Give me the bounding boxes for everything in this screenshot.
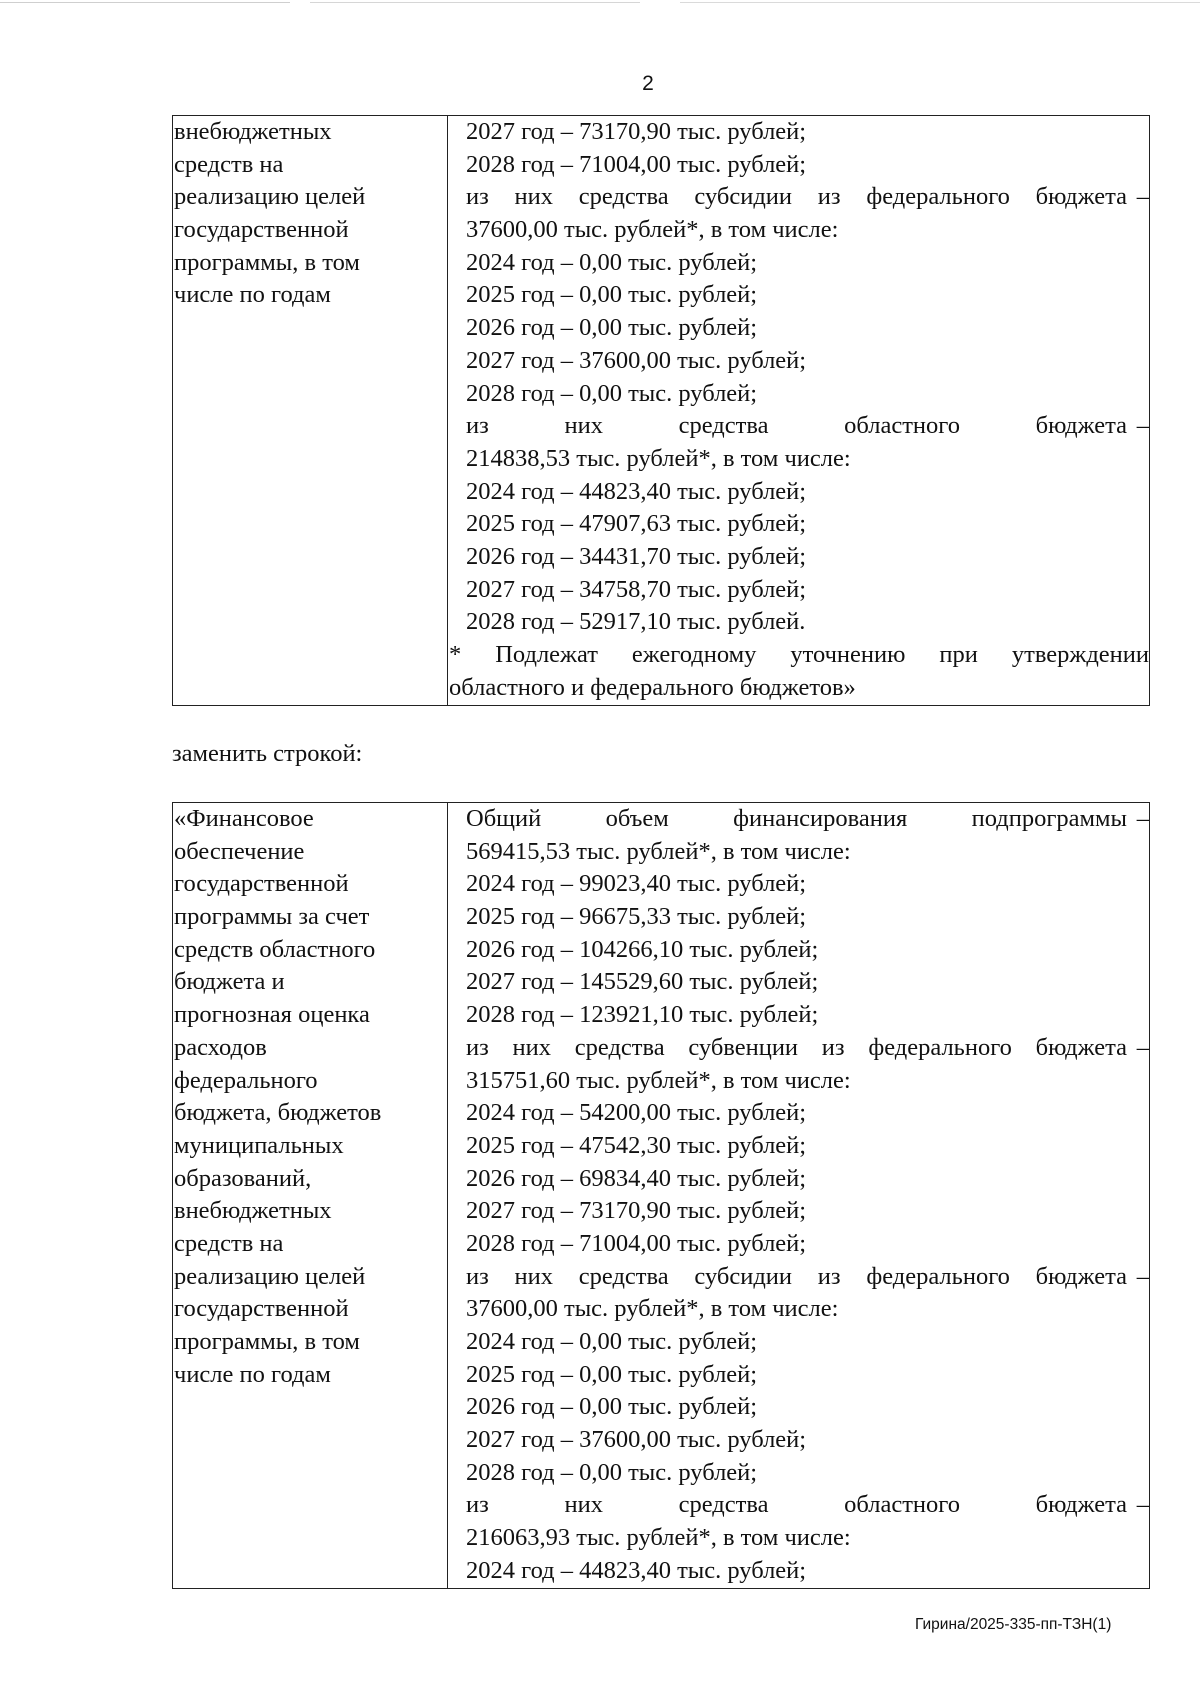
text-line: внебюджетных — [174, 118, 332, 145]
value-line — [466, 1391, 1149, 1424]
dash-mark: – — [1136, 1491, 1149, 1519]
value-line — [466, 836, 1149, 869]
value-line — [466, 966, 1149, 999]
value-line — [466, 901, 1149, 934]
footnote — [449, 639, 1149, 704]
value-line — [466, 574, 1149, 607]
value-line — [466, 1293, 1149, 1326]
value-text: из них средства субсидии из федерального бюджета — [466, 1262, 1127, 1290]
footnote-line: * Подлежат ежегодному уточнению при утверждении — [449, 641, 1149, 668]
value-text: 2024 год – 44823,40 тыс. рублей; — [466, 477, 807, 505]
text-line: программы за счет — [174, 903, 370, 931]
text-line: прогнозная оценка — [174, 1001, 370, 1029]
text-line: государственной — [174, 1295, 349, 1323]
value-text: 2028 год – 123921,10 тыс. рублей; — [466, 1001, 819, 1029]
value-text: 2026 год – 69834,40 тыс. рублей; — [466, 1164, 807, 1192]
value-line — [466, 345, 1149, 378]
value-text: 2028 год – 52917,10 тыс. рублей. — [466, 608, 806, 636]
value-text: 315751,60 тыс. рублей*, в том числе: — [466, 1066, 851, 1094]
value-text: 2028 год – 0,00 тыс. рублей; — [466, 379, 758, 407]
value-line — [466, 181, 1149, 214]
value-line — [466, 934, 1149, 967]
value-text: из них средства областного бюджета — [466, 1491, 1127, 1519]
dash-mark: – — [1136, 1033, 1149, 1061]
value-line — [466, 541, 1149, 574]
value-text: 2027 год – 73170,90 тыс. рублей; — [466, 118, 807, 145]
value-line — [466, 378, 1149, 411]
value-text: 2027 год – 37600,00 тыс. рублей; — [466, 346, 807, 374]
value-text: 2025 год – 47542,30 тыс. рублей; — [466, 1131, 807, 1159]
text-line: государственной — [174, 870, 349, 898]
value-text: 2024 год – 54200,00 тыс. рублей; — [466, 1099, 807, 1127]
text-line: средств на — [174, 150, 284, 178]
value-line — [466, 803, 1149, 836]
value-line — [466, 1261, 1149, 1294]
left-lines — [174, 116, 447, 312]
table-cell-values — [448, 803, 1150, 1589]
funding-table-new — [172, 802, 1150, 1589]
value-text: 2027 год – 145529,60 тыс. рублей; — [466, 968, 819, 996]
left-lines — [174, 803, 447, 1391]
value-text: 2028 год – 0,00 тыс. рублей; — [466, 1458, 758, 1486]
value-text: Общий объем финансирования подпрограммы — [466, 805, 1127, 832]
scan-top-edge — [0, 2, 1200, 3]
value-line — [466, 1555, 1149, 1588]
value-line — [466, 999, 1149, 1032]
value-text: 2025 год – 96675,33 тыс. рублей; — [466, 903, 807, 931]
value-line — [466, 1130, 1149, 1163]
value-text: 2026 год – 34431,70 тыс. рублей; — [466, 542, 807, 570]
value-text: из них средства областного бюджета — [466, 412, 1127, 440]
dash-mark: – — [1136, 412, 1149, 440]
right-lines — [466, 803, 1149, 1588]
page-number: 2 — [642, 72, 654, 95]
value-line — [466, 312, 1149, 345]
text-line: муниципальных — [174, 1131, 344, 1159]
value-text: из них средства субвенции из федерального бюджета — [466, 1033, 1127, 1061]
table-cell-values — [448, 116, 1150, 706]
value-line — [466, 410, 1149, 443]
value-text: из них средства субсидии из федерального бюджета — [466, 183, 1127, 211]
text-line: бюджета и — [174, 968, 285, 996]
value-line — [466, 508, 1149, 541]
value-line — [466, 1457, 1149, 1490]
value-line — [466, 149, 1149, 182]
text-line: числе по годам — [174, 281, 331, 309]
value-text: 2027 год – 37600,00 тыс. рублей; — [466, 1426, 807, 1454]
funding-table-old — [172, 115, 1150, 706]
text-line: обеспечение — [174, 837, 305, 865]
value-line — [466, 116, 1149, 149]
text-line: бюджета, бюджетов — [174, 1099, 382, 1127]
value-line — [466, 606, 1149, 639]
value-text: 2025 год – 47907,63 тыс. рублей; — [466, 510, 807, 538]
text-line: реализацию целей — [174, 183, 366, 211]
text-line: средств на — [174, 1229, 284, 1257]
right-lines — [466, 116, 1149, 639]
value-line — [466, 1489, 1149, 1522]
text-line: числе по годам — [174, 1360, 331, 1388]
value-text: 2025 год – 0,00 тыс. рублей; — [466, 281, 758, 309]
value-text: 2026 год – 0,00 тыс. рублей; — [466, 1393, 758, 1421]
dash-mark: – — [1136, 805, 1149, 832]
value-line — [466, 279, 1149, 312]
value-text: 2028 год – 71004,00 тыс. рублей; — [466, 1229, 807, 1257]
value-line — [466, 443, 1149, 476]
value-line — [466, 1195, 1149, 1228]
text-line: реализацию целей — [174, 1262, 366, 1290]
value-text: 214838,53 тыс. рублей*, в том числе: — [466, 444, 851, 472]
footnote-line: областного и федерального бюджетов» — [449, 673, 856, 701]
document-code: Гирина/2025-335-пп-ТЗН(1) — [915, 1616, 1112, 1633]
text-line: расходов — [174, 1033, 267, 1061]
value-text: 2027 год – 34758,70 тыс. рублей; — [466, 575, 807, 603]
value-text: 37600,00 тыс. рублей*, в том числе: — [466, 216, 839, 244]
value-text: 2026 год – 0,00 тыс. рублей; — [466, 314, 758, 342]
table-cell-label — [173, 803, 448, 1589]
value-line — [466, 476, 1149, 509]
text-line: средств областного — [174, 935, 376, 963]
value-line — [466, 868, 1149, 901]
table-cell-label — [173, 116, 448, 706]
value-text: 2025 год – 0,00 тыс. рублей; — [466, 1360, 758, 1388]
value-line — [466, 1228, 1149, 1261]
replace-instruction: заменить строкой: — [172, 740, 363, 767]
text-line: государственной — [174, 216, 349, 244]
value-line — [466, 1097, 1149, 1130]
value-text: 2024 год – 99023,40 тыс. рублей; — [466, 870, 807, 898]
text-line: образований, — [174, 1164, 312, 1192]
value-line — [466, 1032, 1149, 1065]
value-text: 2028 год – 71004,00 тыс. рублей; — [466, 150, 807, 178]
value-text: 2024 год – 0,00 тыс. рублей; — [466, 1328, 758, 1355]
value-text: 216063,93 тыс. рублей*, в том числе: — [466, 1524, 851, 1552]
value-text: 2027 год – 73170,90 тыс. рублей; — [466, 1197, 807, 1225]
value-line — [466, 1359, 1149, 1392]
dash-mark: – — [1136, 183, 1149, 211]
text-line: внебюджетных — [174, 1197, 332, 1225]
text-line: федерального — [174, 1066, 318, 1094]
value-text: 2026 год – 104266,10 тыс. рублей; — [466, 935, 819, 963]
value-line — [466, 214, 1149, 247]
value-text: 37600,00 тыс. рублей*, в том числе: — [466, 1295, 839, 1323]
value-line — [466, 1065, 1149, 1098]
table-row — [173, 116, 1150, 706]
value-text: 2024 год – 44823,40 тыс. рублей; — [466, 1556, 807, 1584]
value-line — [466, 1326, 1149, 1359]
table-row — [173, 803, 1150, 1589]
value-line — [466, 1424, 1149, 1457]
value-line — [466, 1163, 1149, 1196]
value-line — [466, 1522, 1149, 1555]
text-line: «Финансовое — [174, 805, 314, 832]
text-line: программы, в том — [174, 1328, 360, 1355]
text-line: программы, в том — [174, 248, 360, 276]
value-text: 569415,53 тыс. рублей*, в том числе: — [466, 837, 851, 865]
dash-mark: – — [1136, 1262, 1149, 1290]
value-line — [466, 247, 1149, 280]
value-text: 2024 год – 0,00 тыс. рублей; — [466, 248, 758, 276]
